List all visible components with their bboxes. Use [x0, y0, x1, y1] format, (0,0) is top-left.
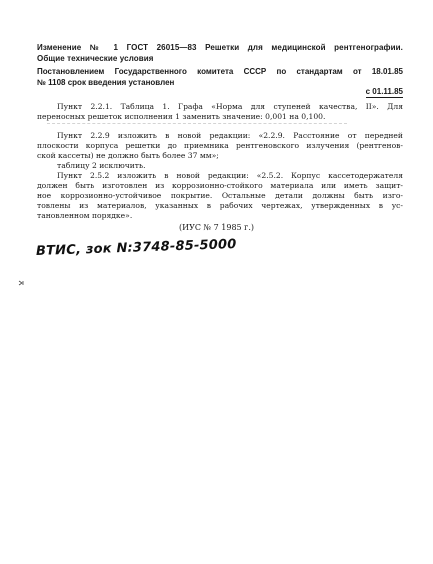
- handwritten-stamp: ВТИС, зок N:3748-85-5000: [35, 237, 237, 259]
- paragraph-line: ской кассеты) не должно быть более 37 мм»;: [37, 151, 219, 160]
- amendment-subtitle: Общие технические условия: [37, 54, 154, 63]
- amendment-header: [37, 42, 403, 64]
- amendment-body: [37, 102, 403, 221]
- paragraph-line: товлены из материалов, указанных в рабочих чертежах, утвержденных в ус-: [37, 201, 403, 210]
- scan-noise-line: [47, 123, 347, 130]
- paragraph-line: Пункт 2.5.2 изложить в новой редакции: «2.5.2. Корпус кассетодержателя: [57, 171, 403, 180]
- source-reference: (ИУС № 7 1985 г.): [178, 223, 255, 232]
- paragraph-line: тановленном порядке».: [37, 211, 133, 220]
- effective-date: с 01.11.85: [365, 87, 403, 96]
- amendment-title: Изменение № 1 ГОСТ 26015—83 Решетки для медицинской рентгенографии.: [37, 43, 403, 52]
- paragraph-line: Пункт 2.2.1. Таблица 1. Графа «Норма для ступеней качества, II». Для: [57, 102, 403, 111]
- paragraph-line: Пункт 2.2.9 изложить в новой редакции: «2.2.9. Расстояние от передней: [57, 131, 403, 140]
- paragraph-line: переносных решеток исполнения 1 заменить значение: 0,001 на 0,100.: [37, 112, 326, 121]
- paragraph-line: таблицу 2 исключить.: [57, 161, 146, 170]
- paragraph-line: должен быть изготовлен из коррозионно-стойкого материала или иметь защит-: [37, 181, 403, 190]
- decree-line-1: Постановлением Государственного комитета СССР по стандартам от 18.01.85: [37, 67, 403, 76]
- paragraph-line: плоскости корпуса решетки до приемника рентгеновского излучения (рентгенов-: [37, 141, 403, 150]
- decree-line-2: № 1108 срок введения установлен: [37, 78, 175, 87]
- paragraph-line: ное коррозионно-устойчивое покрытие. Остальные детали должны быть изго-: [37, 191, 403, 200]
- scan-mark-icon: [18, 280, 26, 286]
- decree-block: [37, 66, 403, 88]
